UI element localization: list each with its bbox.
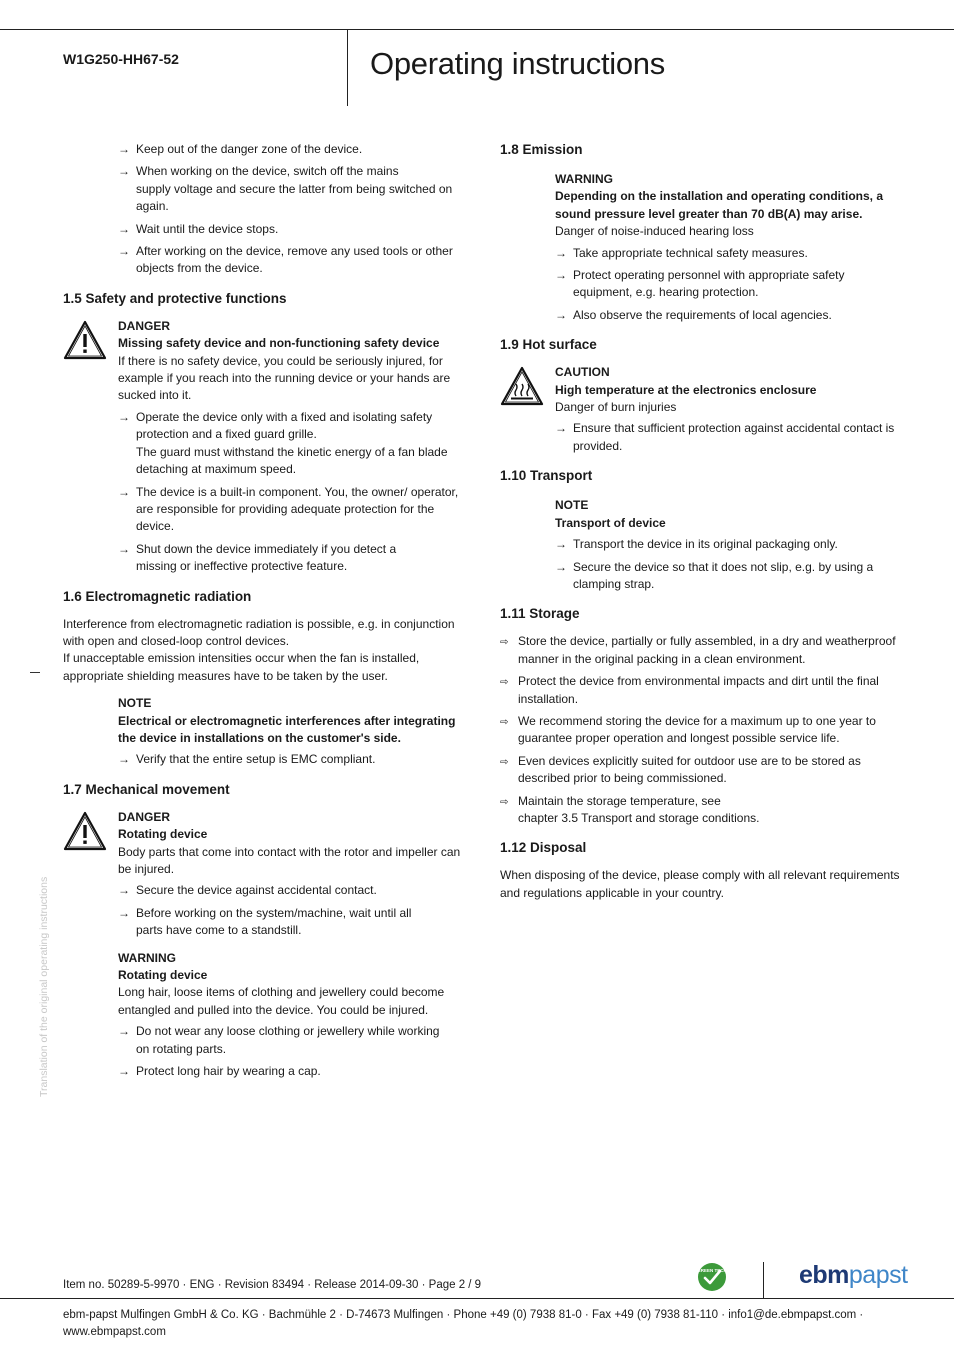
arrow-bullet-icon: ⇨ bbox=[500, 756, 509, 768]
arrow-bullet-icon: ⇨ bbox=[500, 677, 509, 689]
section-heading-1-8: 1.8 Emission bbox=[500, 142, 583, 157]
list-item: ⇨ Protect the device from environmental impacts and dirt until the final installation. bbox=[500, 674, 879, 706]
list-item: → The device is a built-in component. You, the owner/ operator, are responsible for providing adequate protection for the device. bbox=[118, 484, 459, 534]
danger-label: DANGER bbox=[118, 318, 171, 333]
arrow-icon: → bbox=[118, 409, 130, 424]
section-heading-1-9: 1.9 Hot surface bbox=[500, 337, 597, 353]
list-item: ⇨ Maintain the storage temperature, see chapter 3.5 Transport and storage conditions. bbox=[500, 793, 760, 825]
warning-label: WARNING bbox=[555, 172, 613, 186]
footer-divider bbox=[763, 1262, 764, 1298]
paragraph: Interference from electromagnetic radiation is possible, e.g. in conjunction with open and closed-loop control devices. bbox=[63, 616, 455, 648]
list-item: → When working on the device, switch off the mains supply voltage and secure the latter from being switched on again. bbox=[118, 164, 453, 214]
caution-label: CAUTION bbox=[555, 365, 610, 380]
arrow-icon: → bbox=[118, 752, 130, 767]
danger-text: Body parts that come into contact with the rotor and impeller can be injured. bbox=[118, 844, 461, 876]
header-rule-top bbox=[0, 29, 954, 30]
arrow-icon: → bbox=[118, 905, 130, 920]
header-divider bbox=[347, 29, 348, 106]
list-item: → Shut down the device immediately if you detect a missing or ineffective protective feature. bbox=[118, 541, 397, 574]
sidebar-translation-note: Translation of the original operating instructions bbox=[38, 876, 50, 1097]
danger-subtitle: Rotating device bbox=[118, 827, 208, 842]
note-label: NOTE bbox=[555, 498, 589, 513]
ebmpapst-logo: ebmpapst bbox=[799, 1261, 908, 1289]
arrow-icon: → bbox=[118, 1064, 130, 1079]
list-item: ⇨ Even devices explicitly suited for outdoor use are to be stored as described prior to being commissioned. bbox=[500, 753, 861, 786]
warning-label: WARNING bbox=[118, 950, 176, 965]
section-heading-1-11: 1.11 Storage bbox=[500, 606, 580, 622]
arrow-icon: → bbox=[118, 221, 130, 236]
danger-block-safety bbox=[63, 318, 463, 576]
arrow-icon: → bbox=[118, 883, 130, 898]
page-title: Operating instructions bbox=[370, 46, 665, 81]
note-label: NOTE bbox=[118, 696, 152, 711]
paragraph: If unacceptable emission intensities occur when the fan is installed, appropriate shielding measures have to be taken by the user. bbox=[63, 651, 420, 683]
list-item: → Protect long hair by wearing a cap. bbox=[118, 1063, 463, 1080]
danger-label: DANGER bbox=[118, 809, 171, 824]
list-item: → Before working on the system/machine, wait until all parts have come to a standstill. bbox=[118, 905, 412, 938]
warning-subtitle: Rotating device bbox=[118, 968, 208, 983]
arrow-icon: → bbox=[118, 142, 130, 156]
arrow-icon: → bbox=[555, 268, 567, 283]
arrow-icon: → bbox=[555, 421, 567, 436]
caution-subtitle: High temperature at the electronics enclosure bbox=[555, 382, 817, 397]
danger-text: If there is no safety device, you could be seriously injured, for example if you reach into the running device or your hands are sucked into it. bbox=[118, 353, 451, 403]
list-item: → Keep out of the danger zone of the device. bbox=[118, 141, 463, 158]
intro-list bbox=[63, 141, 463, 278]
list-item: ⇨ Store the device, partially or fully assembled, in a dry and weatherproof manner in the original packing in a clean environment. bbox=[500, 634, 896, 666]
hot-surface-icon bbox=[500, 366, 544, 406]
danger-block-rotating bbox=[63, 809, 463, 1081]
green-tech-badge-icon bbox=[697, 1262, 727, 1292]
list-item: → Operate the device only with a fixed and isolating safety protection and a fixed guard grille. The guard must withstand the kinetic energy of a fan blade detaching at maximum speed. bbox=[118, 409, 448, 477]
list-item: → Transport the device in its original packaging only. bbox=[555, 536, 900, 553]
paragraph: When disposing of the device, please comply with all relevant requirements and regulations applicable in your country. bbox=[500, 868, 900, 900]
warning-triangle-icon bbox=[63, 320, 107, 360]
list-item: → Secure the device against accidental contact. bbox=[118, 882, 463, 899]
section-heading-1-7: 1.7 Mechanical movement bbox=[63, 781, 230, 797]
list-item: → Take appropriate technical safety measures. bbox=[555, 245, 900, 262]
model-number: W1G250-HH67-52 bbox=[63, 51, 179, 67]
margin-mark bbox=[30, 672, 40, 673]
arrow-icon: → bbox=[118, 164, 130, 179]
warning-text: Danger of noise-induced hearing loss bbox=[555, 224, 754, 239]
list-item: → Do not wear any loose clothing or jewellery while working on rotating parts. bbox=[118, 1024, 440, 1056]
svg-text:GREEN TECH: GREEN TECH bbox=[697, 1268, 727, 1273]
left-column bbox=[63, 141, 463, 1085]
arrow-icon: → bbox=[555, 307, 567, 322]
arrow-icon: → bbox=[118, 244, 130, 259]
danger-subtitle: Missing safety device and non-functioning safety device bbox=[118, 336, 440, 351]
footer-item-info: Item no. 50289-5-9970 · ENG · Revision 83494 · Release 2014-09-30 · Page 2 / 9 bbox=[63, 1279, 482, 1291]
caution-block-hot-surface bbox=[500, 364, 900, 455]
arrow-icon: → bbox=[555, 537, 567, 552]
right-column bbox=[500, 141, 900, 902]
arrow-bullet-icon: ⇨ bbox=[500, 716, 509, 728]
warning-text: Long hair, loose items of clothing and jewellery could become entangled and pulled into the device. You could be injured. bbox=[118, 985, 445, 1017]
list-item: → Wait until the device stops. bbox=[118, 221, 463, 238]
arrow-icon: → bbox=[555, 559, 567, 574]
footer-address: ebm-papst Mulfingen GmbH & Co. KG · Bachmühle 2 · D-74673 Mulfingen · Phone +49 (0) 7938 81-0 · Fax +49 (0) 7938 81-110 · info1@de.ebmpapst.com · www.ebmpapst.com bbox=[63, 1309, 864, 1339]
arrow-icon: → bbox=[118, 541, 130, 556]
list-item: → After working on the device, remove any used tools or other objects from the device. bbox=[118, 244, 453, 276]
list-item: → Secure the device so that it does not slip, e.g. by using a clamping strap. bbox=[555, 559, 874, 591]
warning-subtitle: Depending on the installation and operating conditions, a sound pressure level greater than 70 dB(A) may arise. bbox=[555, 189, 884, 221]
warning-triangle-icon bbox=[63, 811, 107, 851]
arrow-bullet-icon: ⇨ bbox=[500, 796, 509, 808]
section-heading-1-10: 1.10 Transport bbox=[500, 468, 593, 484]
list-item: → Protect operating personnel with appropriate safety equipment, e.g. hearing protection. bbox=[555, 268, 845, 300]
list-item: → Verify that the entire setup is EMC compliant. bbox=[118, 751, 463, 768]
arrow-bullet-icon: ⇨ bbox=[500, 637, 509, 649]
arrow-icon: → bbox=[118, 1024, 130, 1039]
list-item: → Ensure that sufficient protection against accidental contact is provided. bbox=[555, 421, 895, 453]
list-item: → Also observe the requirements of local agencies. bbox=[555, 307, 900, 324]
arrow-icon: → bbox=[555, 245, 567, 260]
section-heading-1-12: 1.12 Disposal bbox=[500, 840, 587, 856]
section-heading-1-5: 1.5 Safety and protective functions bbox=[63, 290, 287, 306]
list-item: ⇨ We recommend storing the device for a maximum up to one year to guarantee proper operation and longest possible service life. bbox=[500, 713, 876, 746]
footer-rule bbox=[0, 1298, 954, 1299]
note-subtitle: Transport of device bbox=[555, 515, 666, 530]
caution-text: Danger of burn injuries bbox=[555, 400, 677, 415]
arrow-icon: → bbox=[118, 484, 130, 499]
section-heading-1-6: 1.6 Electromagnetic radiation bbox=[63, 588, 252, 604]
note-subtitle: Electrical or electromagnetic interferences after integrating the device in installations on the customer's side. bbox=[118, 713, 456, 745]
